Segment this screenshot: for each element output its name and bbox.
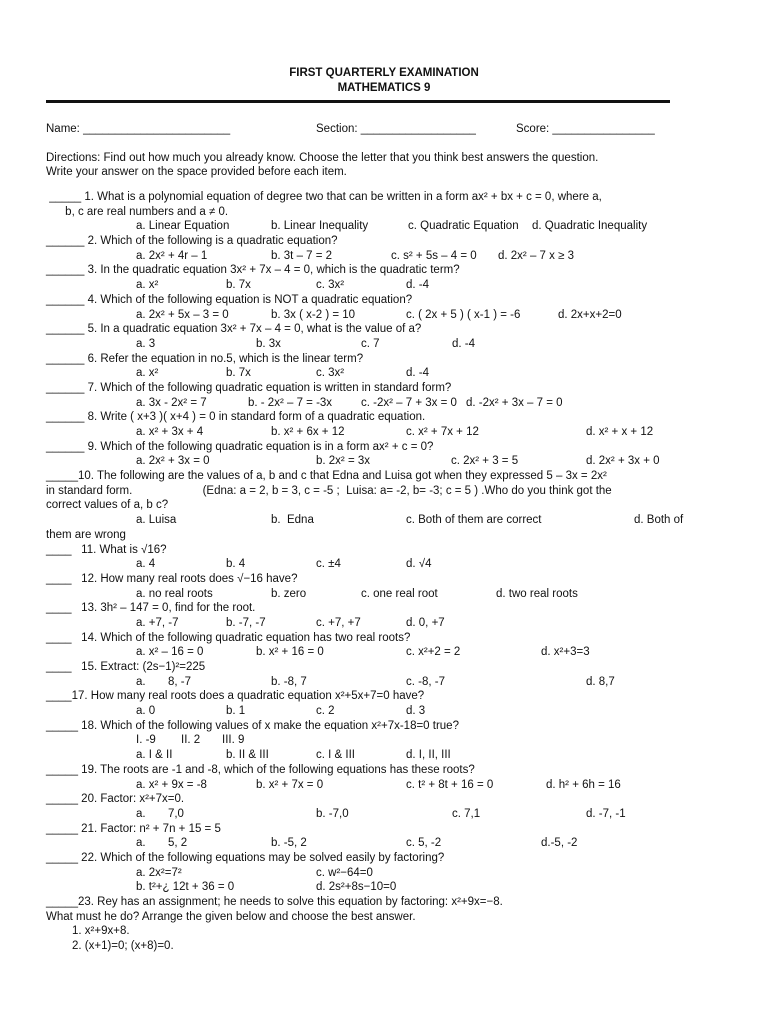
question-text: ______ 2. Which of the following is a quadratic equation?	[46, 235, 338, 248]
question-line	[46, 792, 736, 807]
answer-choice: a. 8, -7	[136, 675, 191, 688]
question-text: ______ 6. Refer the equation in no.5, which is the linear term?	[46, 352, 364, 365]
answer-choice: a. 3	[136, 337, 156, 350]
answer-choice: d. -2x² + 3x – 7 = 0	[466, 396, 563, 409]
choices-line	[46, 645, 736, 660]
answer-choice: c. ( 2x + 5 ) ( x-1 ) = -6	[406, 308, 521, 321]
question-line	[46, 381, 736, 396]
answer-choice: c. x² + 7x + 12	[406, 426, 479, 438]
answer-choice: c. 2	[316, 705, 335, 718]
answer-choice: b. -5, 2	[271, 837, 307, 850]
answer-choice: c. x²+2 = 2	[406, 646, 461, 659]
answer-choice: b. Linear Inequality	[271, 220, 369, 233]
question-text: ______ 7. Which of the following quadratic equation is written in standard form?	[46, 381, 452, 394]
answer-choice: 2. (x+1)=0; (x+8)=0.	[72, 940, 174, 953]
choices-line	[46, 616, 736, 631]
answer-choice: c. 3x²	[316, 367, 345, 380]
answer-choice: c. w²−64=0	[316, 866, 373, 879]
answer-choice: b. x² + 7x = 0	[256, 778, 324, 791]
answer-choice: d.-5, -2	[541, 837, 578, 850]
answer-choice: d. x² + x + 12	[586, 426, 654, 438]
answer-choice: d. -7, -1	[586, 807, 626, 820]
question-line	[46, 484, 736, 499]
answer-choice: d. Quadratic Inequality	[532, 220, 648, 233]
directions	[46, 151, 726, 179]
answer-choice: c. -2x² – 7 + 3x = 0	[361, 396, 457, 409]
answer-choice: II. 2	[181, 734, 201, 747]
exam-header	[0, 66, 768, 96]
question-line	[46, 469, 736, 484]
answer-choice: c. -8, -7	[406, 675, 445, 688]
answer-choice: b. 2x² = 3x	[316, 455, 371, 468]
question-line	[46, 440, 736, 455]
student-info-line	[46, 123, 726, 139]
answer-choice: c. ±4	[316, 558, 341, 571]
question-text: _____ 20. Factor: x²+7x=0.	[46, 793, 185, 806]
choices-line	[46, 337, 736, 352]
question-line	[46, 763, 736, 778]
choices-line	[46, 733, 736, 748]
answer-choice: a. no real roots	[136, 587, 213, 600]
question-text: ____ 11. What is √16?	[46, 543, 167, 556]
answer-choice: c. s² + 5s – 4 = 0	[391, 249, 477, 262]
answer-choice: b. zero	[271, 587, 307, 600]
answer-choice: c. Both of them are correct	[406, 514, 542, 527]
answer-choice: c. t² + 8t + 16 = 0	[406, 778, 494, 791]
answer-choice: d. 8,7	[586, 675, 615, 688]
answer-choice: d. -4	[406, 367, 430, 380]
choices-line	[46, 219, 736, 234]
answer-choice: b. 7x	[226, 367, 251, 380]
answer-choice: c. Quadratic Equation	[408, 220, 519, 233]
answer-choice: d. 2x² – 7 x ≥ 3	[498, 249, 574, 262]
answer-choice: d. x²+3=3	[541, 646, 590, 659]
choices-line	[46, 836, 736, 851]
answer-choice: d. two real roots	[496, 587, 578, 600]
question-line	[46, 205, 736, 220]
answer-choice: a. +7, -7	[136, 616, 179, 629]
choices-line	[46, 924, 736, 939]
choices-line	[46, 778, 736, 793]
choices-line	[46, 425, 736, 440]
answer-choice: b. II & III	[226, 749, 269, 762]
answer-choice: d. 2x+x+2=0	[558, 308, 622, 321]
answer-choice: d. -4	[452, 337, 476, 350]
answer-choice: a. Luisa	[136, 514, 177, 527]
header-divider	[46, 100, 670, 103]
answer-choice: a. 0	[136, 705, 156, 718]
choices-line	[46, 396, 736, 411]
answer-choice: a. 2x² + 5x – 3 = 0	[136, 308, 229, 321]
question-text: _____ 21. Factor: n² + 7n + 15 = 5	[46, 822, 221, 835]
answer-choice: d. 3	[406, 705, 426, 718]
directions-line: Write your answer on the space provided before each item.	[46, 166, 347, 178]
answer-choice: c. 7,1	[452, 807, 481, 820]
answer-choice: a. 2x²=7²	[136, 866, 182, 879]
choices-line	[46, 278, 736, 293]
answer-choice: c. 5, -2	[406, 837, 442, 850]
question-line	[46, 719, 736, 734]
answer-choice: 1. x²+9x+8.	[72, 925, 130, 938]
question-line	[46, 293, 736, 308]
question-text: ______ 9. Which of the following quadratic equation is in a form ax² + c = 0?	[46, 440, 434, 453]
answer-choice: b. x² + 6x + 12	[271, 426, 345, 438]
answer-choice: a. 3x - 2x² = 7	[136, 396, 207, 409]
answer-choice: b. 3x ( x-2 ) = 10	[271, 308, 356, 321]
question-text: b, c are real numbers and a ≠ 0.	[46, 205, 229, 218]
answer-choice: a. x² – 16 = 0	[136, 646, 204, 659]
answer-choice: c. 2x² + 3 = 5	[451, 455, 519, 468]
question-text: correct values of a, b c?	[46, 499, 169, 512]
answer-choice: b. 3t – 7 = 2	[271, 249, 333, 262]
question-line	[46, 822, 736, 837]
question-text: _____23. Rey has an assignment; he needs to solve this equation by factoring: x²+9x=−8.	[46, 896, 503, 908]
choices-line	[46, 807, 736, 822]
answer-choice: a. 2x² + 3x = 0	[136, 455, 210, 468]
question-text: ______ 8. Write ( x+3 )( x+4 ) = 0 in standard form of a quadratic equation.	[46, 411, 426, 424]
question-line	[46, 190, 736, 205]
question-text: in standard form. (Edna: a = 2, b = 3, c = -5 ; Luisa: a= -2, b= -3; c = 5 ) .Who do you think got the	[46, 484, 612, 497]
answer-choice: a. x² + 3x + 4	[136, 426, 204, 438]
choices-line	[46, 939, 736, 954]
answer-choice: a. 7,0	[136, 807, 184, 820]
choices-line	[46, 557, 736, 572]
answer-choice: d. 2x² + 3x + 0	[586, 455, 660, 468]
question-line	[46, 895, 736, 910]
question-line	[46, 352, 736, 367]
answer-choice: b. -8, 7	[271, 675, 307, 688]
question-line	[46, 528, 736, 543]
question-text: ____ 13. 3h² – 147 = 0, find for the root.	[46, 602, 256, 615]
question-text: What must he do? Arrange the given below and choose the best answer.	[46, 910, 416, 923]
question-text: ____ 15. Extract: (2s−1)²=225	[46, 661, 206, 673]
answer-choice: d. -4	[406, 279, 430, 292]
answer-choice: a. x²	[136, 367, 159, 380]
choices-line	[46, 308, 736, 323]
exam-title: FIRST QUARTERLY EXAMINATION	[289, 67, 479, 79]
question-line	[46, 851, 736, 866]
question-text: ____17. How many real roots does a quadratic equation x²+5x+7=0 have?	[46, 690, 425, 703]
question-line	[46, 263, 736, 278]
answer-choice: b. Edna	[271, 514, 314, 527]
question-line	[46, 660, 736, 675]
question-line	[46, 601, 736, 616]
answer-choice: c. one real root	[361, 587, 438, 600]
question-line	[46, 910, 736, 925]
question-line	[46, 234, 736, 249]
directions-line: Directions: Find out how much you already know. Choose the letter that you think best answers the question.	[46, 152, 599, 164]
answer-choice: b. -7, -7	[226, 616, 266, 629]
exam-subject: MATHEMATICS 9	[337, 82, 431, 94]
answer-choice: a. 4	[136, 558, 156, 571]
score-field[interactable]: Score: ________________	[516, 123, 655, 135]
question-text: _____10. The following are the values of a, b and c that Edna and Luisa got when they expressed 5 – 3x = 2x²	[46, 470, 607, 483]
answer-choice: b. 7x	[226, 279, 251, 292]
answer-choice: d. 2s²+8s−10=0	[316, 881, 397, 894]
choices-line	[46, 880, 736, 895]
answer-choice: b. 3x	[256, 337, 281, 350]
choices-line	[46, 454, 736, 469]
answer-choice: c. +7, +7	[316, 616, 361, 629]
question-line	[46, 498, 736, 513]
question-line	[46, 689, 736, 704]
answer-choice: c. 7	[361, 337, 380, 350]
answer-choice: b. -7,0	[316, 807, 349, 820]
question-line	[46, 631, 736, 646]
answer-choice: b. - 2x² – 7 = -3x	[248, 396, 333, 409]
answer-choice: d. √4	[406, 558, 432, 571]
question-line	[46, 322, 736, 337]
question-text: ____ 14. Which of the following quadratic equation has two real roots?	[46, 631, 411, 644]
answer-choice: a. 2x² + 4r – 1	[136, 249, 208, 262]
choices-line	[46, 748, 736, 763]
answer-choice: d. I, II, III	[406, 749, 451, 762]
choices-line	[46, 513, 736, 528]
answer-choice: a. 5, 2	[136, 837, 188, 850]
answer-choice: b. 1	[226, 705, 246, 718]
question-text: ______ 5. In a quadratic equation 3x² + 7x – 4 = 0, what is the value of a?	[46, 323, 422, 336]
answer-choice: c. I & III	[316, 749, 355, 762]
answer-choice: a. Linear Equation	[136, 220, 230, 233]
answer-choice: d. Both of	[634, 514, 684, 527]
choices-line	[46, 587, 736, 602]
question-line	[46, 572, 736, 587]
answer-choice: c. 3x²	[316, 279, 345, 292]
answer-choice: d. 0, +7	[406, 616, 445, 629]
question-text: _____ 1. What is a polynomial equation of degree two that can be written in a form ax² + bx + c = 0, where a,	[46, 191, 602, 203]
question-text: ____ 12. How many real roots does √−16 have?	[46, 572, 298, 585]
answer-choice: III. 9	[222, 734, 245, 747]
answer-choice: a. I & II	[136, 749, 173, 762]
name-field[interactable]: Name: _______________________	[46, 123, 231, 135]
answer-choice: I. -9	[136, 734, 156, 747]
question-text: _____ 22. Which of the following equations may be solved easily by factoring?	[46, 851, 445, 864]
question-text: ______ 4. Which of the following equation is NOT a quadratic equation?	[46, 293, 413, 306]
choices-line	[46, 366, 736, 381]
answer-choice: a. x² + 9x = -8	[136, 778, 207, 791]
answer-choice: b. 4	[226, 558, 246, 571]
answer-choice: d. h² + 6h = 16	[546, 778, 621, 791]
choices-line	[46, 704, 736, 719]
question-text: them are wrong	[46, 528, 126, 541]
question-text: _____ 18. Which of the following values of x make the equation x²+7x-18=0 true?	[46, 719, 459, 732]
answer-choice: b. t²+¿ 12t + 36 = 0	[136, 881, 235, 894]
question-text: _____ 19. The roots are -1 and -8, which of the following equations has these roots?	[46, 763, 475, 776]
question-line	[46, 410, 736, 425]
answer-choice: b. x² + 16 = 0	[256, 646, 324, 659]
question-line	[46, 543, 736, 558]
question-list	[46, 190, 736, 954]
answer-choice: a. x²	[136, 279, 159, 292]
choices-line	[46, 675, 736, 690]
choices-line	[46, 249, 736, 264]
choices-line	[46, 866, 736, 881]
section-field[interactable]: Section: __________________	[316, 123, 476, 135]
question-text: ______ 3. In the quadratic equation 3x² + 7x – 4 = 0, which is the quadratic term?	[46, 264, 460, 277]
